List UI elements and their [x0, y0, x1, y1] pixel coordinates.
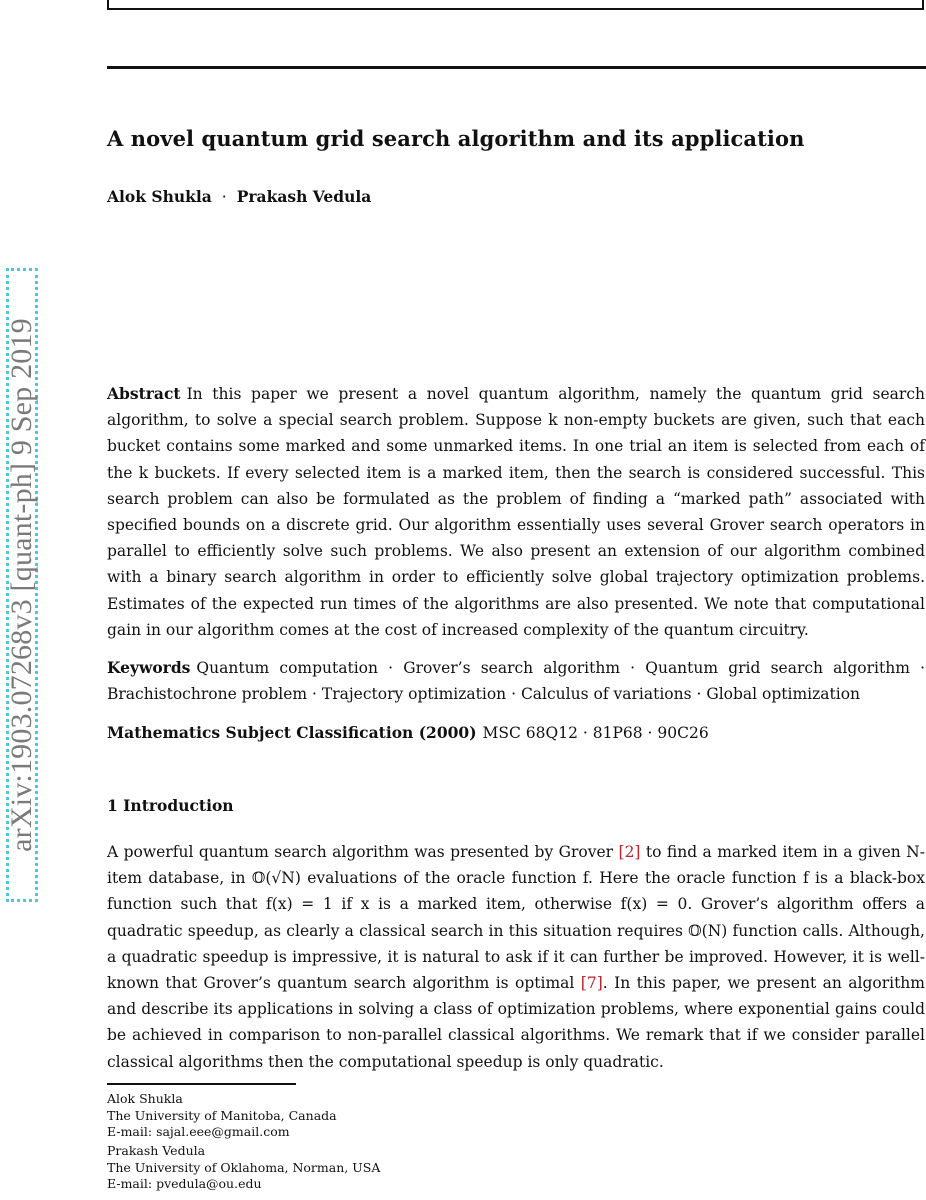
- abstract-label: Abstract: [107, 384, 181, 403]
- affiliation-institution: The University of Manitoba, Canada: [107, 1107, 337, 1123]
- msc-label: Mathematics Subject Classification (2000): [107, 723, 477, 742]
- keywords: [107, 655, 925, 707]
- affiliation-name: Alok Shukla: [107, 1091, 183, 1106]
- author-line: [107, 187, 371, 206]
- header-frame: [107, 0, 924, 10]
- msc-classification: [107, 720, 925, 746]
- author-affiliation-1: [107, 1091, 337, 1141]
- affiliation-institution: The University of Oklahoma, Norman, USA: [107, 1159, 381, 1175]
- intro-text-1: A powerful quantum search algorithm was presented by Grover: [107, 843, 619, 861]
- abstract: [107, 381, 925, 643]
- header-rule: [107, 66, 926, 69]
- introduction-paragraph: [107, 839, 925, 1075]
- intro-text-3: . In this paper, we present an algorithm and describe its applications in solving a class of optimization problems, where exponential gains could be achieved in comparison to non-parallel classical algorithms. We remark that if we consider parallel classical algorithms then the computational speedup is only quadratic.: [107, 974, 925, 1071]
- abstract-text: In this paper we present a novel quantum algorithm, namely the quantum grid search algorithm, to solve a special search problem. Suppose k non-empty buckets are given, such that each bucket contains some marked and some unmarked items. In one trial an item is selected from each of the k buckets. If every selected item is a marked item, then the search is considered successful. This search problem can also be formulated as the problem of finding a “marked path” associated with specified bounds on a discrete grid. Our algorithm essentially uses several Grover search operators in parallel to efficiently solve such problems. We also present an extension of our algorithm combined with a binary search algorithm in order to efficiently solve global trajectory optimization problems. Estimates of the expected run times of the algorithms are also presented. We note that computational gain in our algorithm comes at the cost of increased complexity of the quantum circuitry.: [107, 385, 925, 639]
- author-affiliation-2: [107, 1143, 380, 1193]
- keywords-text: Quantum computation · Grover’s search algorithm · Quantum grid search algorithm · Brachistochrone problem · Trajectory optimization · Calculus of variations · Global optimization: [107, 659, 925, 704]
- intro-text-2: to find a marked item in a given N-item database, in 𝕆(√N) evaluations of the oracle function f. Here the oracle function f is a black-box function such that f(x) = 1 if x is a marked item, otherwise f(x) = 0. Grover’s algorithm offers a quadratic speedup, as clearly a classical search in this situation requires 𝕆(N) function calls. Although, a quadratic speedup is impressive, it is natural to ask if it can further be improved. However, it is well-known that Grover’s quantum search algorithm is optimal: [107, 843, 925, 993]
- footnote-rule: [107, 1083, 296, 1085]
- affiliation-name: Prakash Vedula: [107, 1143, 206, 1158]
- section-heading-introduction: 1 Introduction: [107, 796, 234, 815]
- author-separator: ·: [221, 188, 227, 206]
- keywords-label: Keywords: [107, 658, 191, 677]
- affiliation-email: E-mail: sajal.eee@gmail.com: [107, 1124, 290, 1140]
- arxiv-identifier: arXiv:1903.07268v3 [quant-ph] 9 Sep 2019: [5, 318, 38, 852]
- author-2: Prakash Vedula: [236, 187, 372, 206]
- citation-link-7[interactable]: [7]: [580, 974, 603, 993]
- affiliation-email: E-mail: pvedula@ou.edu: [107, 1176, 262, 1192]
- citation-link-2[interactable]: [2]: [618, 843, 641, 861]
- paper-title: A novel quantum grid search algorithm and its application: [107, 126, 805, 151]
- arxiv-stamp: [6, 268, 38, 902]
- author-1: Alok Shukla: [107, 187, 212, 206]
- msc-text: MSC 68Q12 · 81P68 · 90C26: [482, 724, 709, 742]
